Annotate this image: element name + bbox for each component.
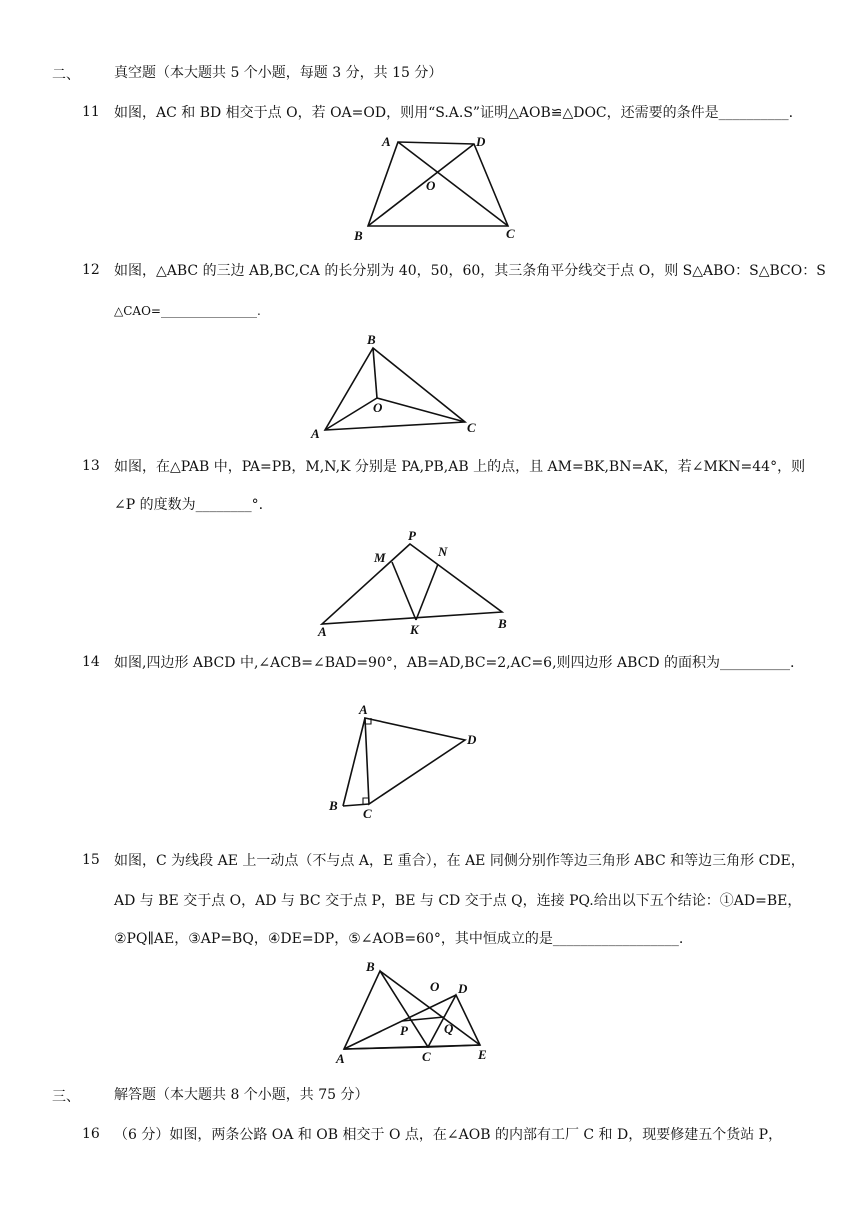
label-B: B [354,228,363,243]
label-A: A [382,134,391,149]
label-B: B [329,798,338,813]
question-number: 16 [82,1126,100,1142]
question-text-line2: ∠P 的度数为________°. [114,497,264,513]
label-B: B [367,332,376,347]
label-A: A [336,1051,345,1066]
figure-q14 [325,700,485,820]
label-D: D [467,732,477,747]
section-number: 二、 [52,67,80,83]
label-N: N [438,544,448,559]
question-text-line1: 如图，C 为线段 AE 上一动点（不与点 A，E 重合），在 AE 同侧分别作等边三角形 ABC 和等边三角形 CDE， [114,853,805,869]
question-number: 12 [82,262,100,278]
figure-q12 [305,330,490,445]
section-title: 真空题（本大题共 5 个小题，每题 3 分，共 15 分） [114,65,443,81]
label-A: A [359,702,368,717]
label-O: O [426,178,436,193]
label-A: A [318,624,327,639]
label-P: P [400,1023,408,1038]
label-Q: Q [444,1021,454,1036]
label-K: K [410,622,419,637]
question-number: 14 [82,654,100,670]
question-number: 15 [82,852,100,868]
figure-q11 [354,130,530,245]
label-C: C [467,420,476,435]
question-text-line1: 如图，△ABC 的三边 AB,BC,CA 的长分别为 40，50，60，其三条角平分线交于点 O，则 S△ABO：S△BCO：S [114,263,826,279]
question-text-line2: AD 与 BE 交于点 O，AD 与 BC 交于点 P，BE 与 CD 交于点 Q，连接 PQ.给出以下五个结论：①AD=BE， [114,893,802,909]
label-P: P [408,528,416,543]
label-C: C [506,226,515,241]
figure-q13 [312,526,527,638]
question-text-line3: ②PQ∥AE，③AP=BQ，④DE=DP，⑤∠AOB=60°，其中恒成立的是__________________. [114,931,684,947]
label-D: D [458,981,468,996]
question-number: 13 [82,458,100,474]
label-C: C [422,1049,431,1064]
label-M: M [374,550,386,565]
question-text-line2: △CAO=________________. [114,304,261,318]
question-text: 如图，AC 和 BD 相交于点 O，若 OA=OD，则用“S.A.S”证明△AOB≌△DOC，还需要的条件是__________. [114,105,794,121]
section-title: 解答题（本大题共 8 个小题，共 75 分） [114,1087,369,1103]
label-D: D [476,134,486,149]
label-A: A [311,426,320,441]
question-number: 11 [82,104,100,120]
label-B: B [498,616,507,631]
label-O: O [373,400,383,415]
question-text: 如图,四边形 ABCD 中,∠ACB=∠BAD=90°，AB=AD,BC=2,AC=6,则四边形 ABCD 的面积为__________. [114,655,795,671]
label-E: E [478,1047,487,1062]
label-C: C [363,806,372,821]
label-B: B [366,959,375,974]
figure-q15 [330,955,500,1067]
question-text-line1: 如图，在△PAB 中，PA=PB，M,N,K 分别是 PA,PB,AB 上的点，且 AM=BK,BN=AK，若∠MKN=44°，则 [114,459,806,475]
label-O: O [430,979,440,994]
question-text: （6 分）如图，两条公路 OA 和 OB 相交于 O 点，在∠AOB 的内部有工厂 C 和 D，现要修建五个货站 P， [114,1127,783,1143]
section-number: 三、 [52,1089,80,1105]
